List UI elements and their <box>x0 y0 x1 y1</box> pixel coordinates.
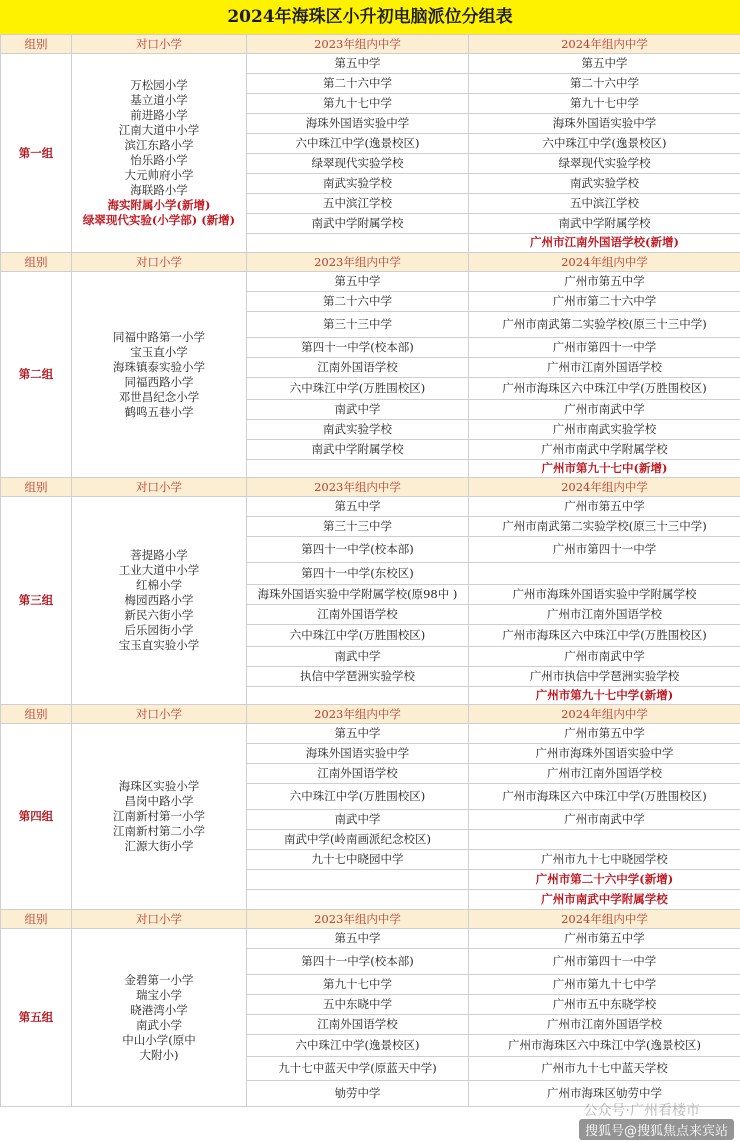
middle-school-2023: 执信中学琶洲实验学校 <box>247 667 469 687</box>
middle-school-2024: 广州市南武中学附属学校 <box>469 890 740 910</box>
middle-school-2024: 广州市南武第二实验学校(原三十三中学) <box>469 517 740 537</box>
primary-school: 宝玉直实验小学 <box>118 638 200 652</box>
middle-school-2023: 九十七中晓园中学 <box>247 850 469 870</box>
middle-school-2024: 广州市江南外国语学校 <box>469 358 740 378</box>
middle-school-2023: 第五中学 <box>247 54 469 74</box>
primary-school-list <box>72 54 247 253</box>
primary-school: 海珠镇泰实验小学 <box>113 359 205 374</box>
middle-school-2023: 六中珠江中学(万胜围校区) <box>247 784 469 810</box>
middle-school-2024: 广州市九十七中蓝天学校 <box>469 1057 740 1081</box>
middle-school-2024: 广州市南武中学附属学校 <box>469 440 740 460</box>
middle-school-2023: 六中珠江中学(逸景校区) <box>247 1035 469 1057</box>
column-header: 组别 <box>1 478 72 497</box>
middle-school-2024: 广州市第四十一中学 <box>469 949 740 975</box>
middle-school-2024: 南武中学附属学校 <box>469 213 740 233</box>
middle-school-2024: 广州市第五中学 <box>469 724 740 744</box>
middle-school-2024: 广州市第九十七中学 <box>469 975 740 995</box>
column-header: 组别 <box>1 253 72 272</box>
primary-school: 江南新村第二小学 <box>113 824 205 838</box>
middle-school-2024: 广州市九十七中晓园学校 <box>469 850 740 870</box>
middle-school-2023: 南武实验学校 <box>247 173 469 193</box>
middle-school-2023: 南武中学 <box>247 400 469 420</box>
primary-school: 新民六街小学 <box>124 608 194 622</box>
column-header: 组别 <box>1 35 72 54</box>
middle-school-2024: 广州市海珠区六中珠江中学(逸景校区) <box>469 1035 740 1057</box>
group-name: 第五组 <box>1 929 72 1107</box>
middle-school-2024: 广州市海珠区六中珠江中学(万胜围校区) <box>469 784 740 810</box>
column-header: 2023年组内中学 <box>247 478 469 497</box>
primary-school: 汇源大街小学 <box>124 839 194 853</box>
middle-school-2024 <box>469 830 740 850</box>
primary-school: 前进路小学 <box>130 108 188 122</box>
middle-school-2024: 广州市五中东晓学校 <box>469 995 740 1015</box>
column-header: 对口小学 <box>72 35 247 54</box>
primary-school: 鹤鸣五巷小学 <box>124 404 194 419</box>
middle-school-2023: 江南外国语学校 <box>247 358 469 378</box>
middle-school-2024: 广州市南武中学 <box>469 810 740 830</box>
column-header: 2023年组内中学 <box>247 35 469 54</box>
column-header: 2023年组内中学 <box>247 705 469 724</box>
middle-school-2023: 第五中学 <box>247 497 469 517</box>
primary-school: 江南大道中小学 <box>118 123 200 137</box>
group-name: 第四组 <box>1 724 72 910</box>
middle-school-2024 <box>469 563 740 585</box>
group-name: 第三组 <box>1 497 72 705</box>
allocation-table <box>0 34 740 1107</box>
column-header: 对口小学 <box>72 910 247 929</box>
middle-school-2024: 广州市海珠区六中珠江中学(万胜围校区) <box>469 378 740 400</box>
group-header-row <box>1 910 740 929</box>
column-header: 2024年组内中学 <box>469 478 740 497</box>
middle-school-2023: 海珠外国语实验中学 <box>247 744 469 764</box>
middle-school-2023: 第五中学 <box>247 929 469 949</box>
column-header: 2024年组内中学 <box>469 705 740 724</box>
column-header: 2024年组内中学 <box>469 253 740 272</box>
middle-school-2024: 南武实验学校 <box>469 173 740 193</box>
faint-watermark: 公众号·广州看楼市 <box>583 1103 700 1119</box>
middle-school-2023: 江南外国语学校 <box>247 764 469 784</box>
primary-school: 怡乐路小学 <box>130 153 188 167</box>
group-header-row <box>1 478 740 497</box>
column-header: 对口小学 <box>72 253 247 272</box>
middle-school-2023: 六中珠江中学(万胜围校区) <box>247 625 469 647</box>
middle-school-2023: 六中珠江中学(逸景校区) <box>247 133 469 153</box>
middle-school-2023: 第五中学 <box>247 272 469 292</box>
middle-school-2023 <box>247 233 469 253</box>
middle-school-2023: 五中东晓中学 <box>247 995 469 1015</box>
middle-school-2024: 绿翠现代实验学校 <box>469 153 740 173</box>
middle-school-2023: 南武实验学校 <box>247 420 469 440</box>
primary-school: 工业大道中小学 <box>118 563 200 577</box>
primary-school: 万松园小学 <box>130 78 188 92</box>
middle-school-2023: 海珠外国语实验中学附属学校(原98中 ) <box>247 585 469 605</box>
primary-school: 红棉小学 <box>136 578 182 592</box>
watermark: 搜狐号@搜狐焦点来宾站 <box>579 1119 734 1140</box>
primary-school-list <box>72 929 247 1107</box>
middle-school-2023: 第九十七中学 <box>247 93 469 113</box>
page-title: 2024年海珠区小升初电脑派位分组表 <box>0 0 740 35</box>
middle-school-2023: 六中珠江中学(万胜围校区) <box>247 378 469 400</box>
primary-school: 菩提路小学 <box>130 548 188 562</box>
table-row <box>1 724 740 744</box>
middle-school-2023: 第三十三中学 <box>247 517 469 537</box>
primary-school: 宝玉直小学 <box>130 344 188 359</box>
primary-school: 绿翠现代实验(小学部) (新增) <box>82 213 236 227</box>
column-header: 对口小学 <box>72 705 247 724</box>
primary-school: 晓港湾小学 <box>130 1002 188 1017</box>
middle-school-2024: 广州市第九十七中(新增) <box>469 460 740 478</box>
group-header-row <box>1 35 740 54</box>
middle-school-2023 <box>247 870 469 890</box>
middle-school-2024: 广州市江南外国语学校 <box>469 605 740 625</box>
primary-school: 南武小学 <box>136 1017 182 1032</box>
middle-school-2023: 南武中学 <box>247 647 469 667</box>
column-header: 组别 <box>1 705 72 724</box>
middle-school-2023: 南武中学附属学校 <box>247 440 469 460</box>
middle-school-2024: 广州市海珠区劬劳中学 <box>469 1081 740 1107</box>
column-header: 2023年组内中学 <box>247 910 469 929</box>
primary-school: 海联路小学 <box>130 183 188 197</box>
middle-school-2024: 广州市第四十一中学 <box>469 338 740 358</box>
primary-school: 大元帅府小学 <box>124 168 194 182</box>
primary-school: 同福中路第一小学 <box>113 329 205 344</box>
middle-school-2024: 第九十七中学 <box>469 93 740 113</box>
middle-school-2023: 南武中学(岭南画派纪念校区) <box>247 830 469 850</box>
primary-school: 梅园西路小学 <box>124 593 194 607</box>
middle-school-2023: 五中滨江学校 <box>247 193 469 213</box>
middle-school-2023 <box>247 890 469 910</box>
middle-school-2023: 第二十六中学 <box>247 73 469 93</box>
middle-school-2024: 广州市第五中学 <box>469 497 740 517</box>
column-header: 2024年组内中学 <box>469 910 740 929</box>
middle-school-2023: 海珠外国语实验中学 <box>247 113 469 133</box>
column-header: 2024年组内中学 <box>469 35 740 54</box>
middle-school-2024: 广州市第四十一中学 <box>469 537 740 563</box>
middle-school-2024: 广州市南武第二实验学校(原三十三中学) <box>469 312 740 338</box>
middle-school-2023: 绿翠现代实验学校 <box>247 153 469 173</box>
middle-school-2024: 五中滨江学校 <box>469 193 740 213</box>
middle-school-2024: 广州市南武中学 <box>469 647 740 667</box>
middle-school-2024: 海珠外国语实验中学 <box>469 113 740 133</box>
primary-school: 后乐园街小学 <box>124 623 194 637</box>
middle-school-2023: 第二十六中学 <box>247 292 469 312</box>
primary-school: 大附小) <box>139 1047 179 1062</box>
middle-school-2024: 广州市南武中学 <box>469 400 740 420</box>
middle-school-2023: 劬劳中学 <box>247 1081 469 1107</box>
middle-school-2024: 广州市江南外国语学校 <box>469 764 740 784</box>
primary-school-list <box>72 497 247 705</box>
primary-school-list <box>72 724 247 910</box>
primary-school: 基立道小学 <box>130 93 188 107</box>
middle-school-2024: 广州市江南外国语学校 <box>469 1015 740 1035</box>
primary-school: 海实附属小学(新增) <box>107 198 211 212</box>
group-name: 第二组 <box>1 272 72 478</box>
middle-school-2024: 广州市海珠外国语实验中学 <box>469 744 740 764</box>
middle-school-2023: 九十七中蓝天中学(原蓝天中学) <box>247 1057 469 1081</box>
primary-school: 中山小学(原中 <box>122 1032 196 1047</box>
table-row <box>1 272 740 292</box>
column-header: 组别 <box>1 910 72 929</box>
middle-school-2023: 第四十一中学(校本部) <box>247 949 469 975</box>
middle-school-2023: 第四十一中学(校本部) <box>247 338 469 358</box>
middle-school-2023: 江南外国语学校 <box>247 605 469 625</box>
middle-school-2023: 第四十一中学(东校区) <box>247 563 469 585</box>
primary-school: 滨江东路小学 <box>124 138 194 152</box>
middle-school-2024: 广州市第二十六中学(新增) <box>469 870 740 890</box>
middle-school-2024: 第五中学 <box>469 54 740 74</box>
primary-school: 海珠区实验小学 <box>118 779 200 793</box>
middle-school-2023: 南武中学 <box>247 810 469 830</box>
middle-school-2023: 第五中学 <box>247 724 469 744</box>
middle-school-2024: 广州市南武实验学校 <box>469 420 740 440</box>
column-header: 2023年组内中学 <box>247 253 469 272</box>
middle-school-2024: 六中珠江中学(逸景校区) <box>469 133 740 153</box>
middle-school-2024: 广州市海珠区六中珠江中学(万胜围校区) <box>469 625 740 647</box>
middle-school-2024: 广州市第五中学 <box>469 929 740 949</box>
middle-school-2024: 广州市执信中学琶洲实验学校 <box>469 667 740 687</box>
middle-school-2024: 广州市海珠外国语实验中学附属学校 <box>469 585 740 605</box>
primary-school-list <box>72 272 247 478</box>
table-row <box>1 497 740 517</box>
middle-school-2024: 第二十六中学 <box>469 73 740 93</box>
table-row <box>1 54 740 74</box>
primary-school: 邓世昌纪念小学 <box>118 389 200 404</box>
table-row <box>1 929 740 949</box>
middle-school-2023: 江南外国语学校 <box>247 1015 469 1035</box>
middle-school-2023: 第九十七中学 <box>247 975 469 995</box>
middle-school-2023: 第四十一中学(校本部) <box>247 537 469 563</box>
middle-school-2023: 南武中学附属学校 <box>247 213 469 233</box>
group-header-row <box>1 253 740 272</box>
middle-school-2024: 广州市第二十六中学 <box>469 292 740 312</box>
primary-school: 金碧第一小学 <box>124 972 194 987</box>
group-header-row <box>1 705 740 724</box>
group-name: 第一组 <box>1 54 72 253</box>
middle-school-2023 <box>247 460 469 478</box>
primary-school: 江南新村第一小学 <box>113 809 205 823</box>
middle-school-2024: 广州市第五中学 <box>469 272 740 292</box>
primary-school: 昌岗中路小学 <box>124 794 194 808</box>
middle-school-2023 <box>247 687 469 705</box>
middle-school-2024: 广州市第九十七中学(新增) <box>469 687 740 705</box>
middle-school-2023: 第三十三中学 <box>247 312 469 338</box>
primary-school: 同福西路小学 <box>124 374 194 389</box>
primary-school: 瑞宝小学 <box>136 987 182 1002</box>
column-header: 对口小学 <box>72 478 247 497</box>
middle-school-2024: 广州市江南外国语学校(新增) <box>469 233 740 253</box>
